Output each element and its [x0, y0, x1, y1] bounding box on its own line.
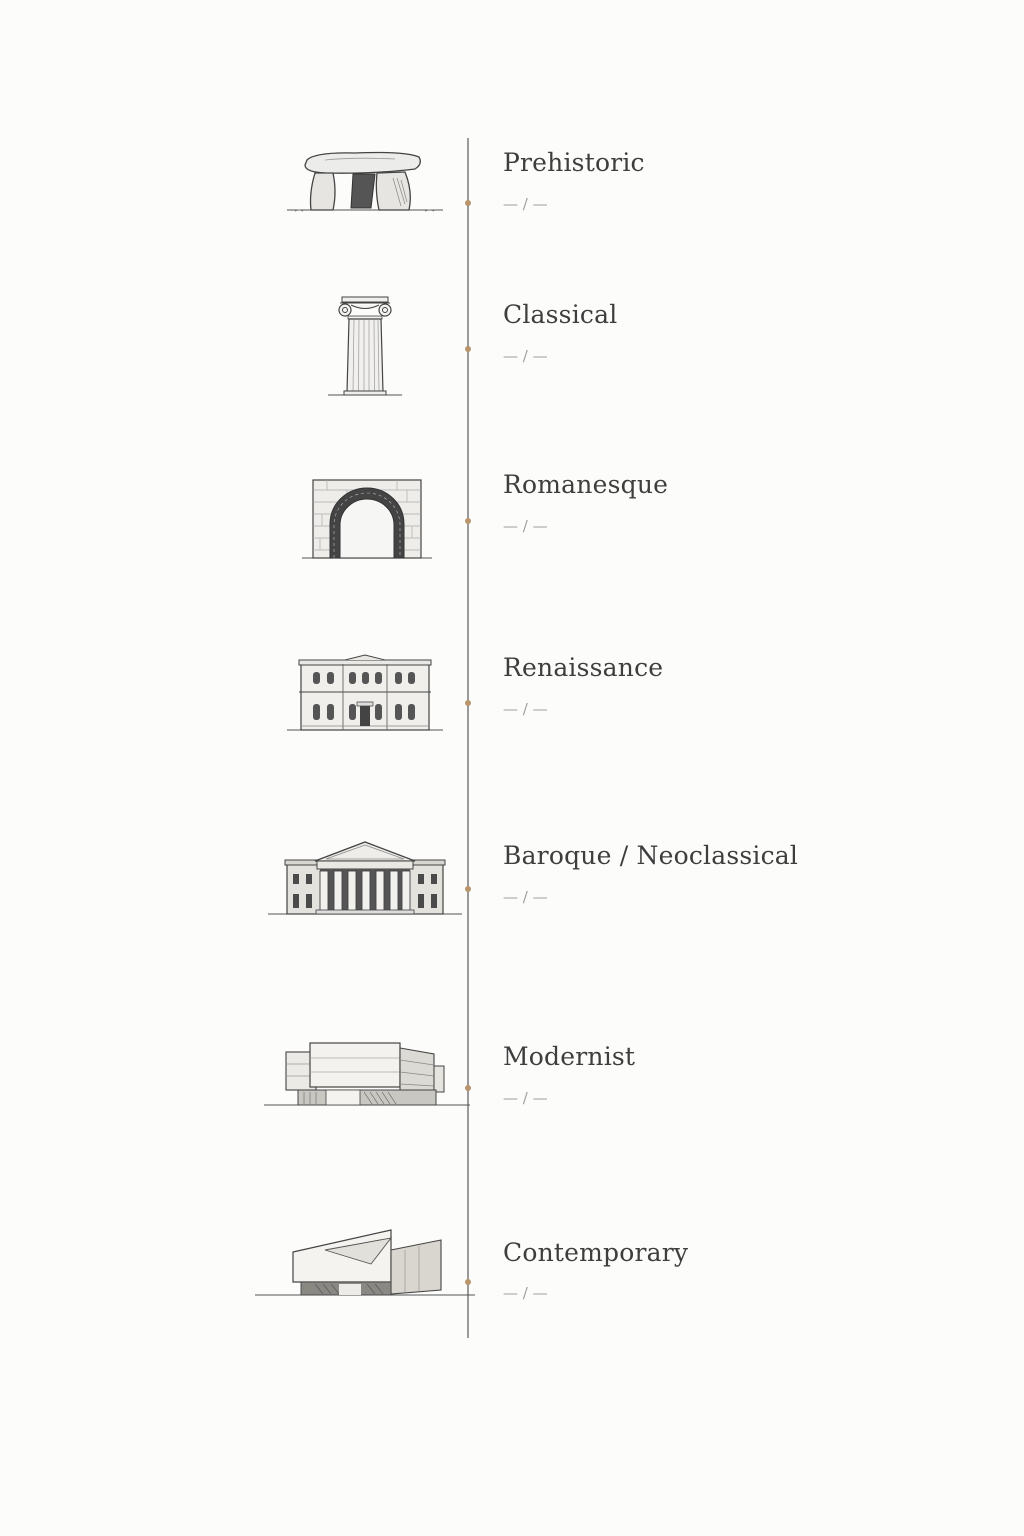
era-label: Classical	[503, 300, 618, 329]
era-dates: — / —	[503, 888, 548, 906]
round-arch-icon	[302, 478, 432, 560]
timeline-dot	[465, 1279, 471, 1285]
timeline-dot	[465, 346, 471, 352]
era-dates: — / —	[503, 347, 548, 365]
era-label: Prehistoric	[503, 148, 645, 177]
era-label: Romanesque	[503, 470, 669, 499]
era-label: Contemporary	[503, 1238, 689, 1267]
era-label: Renaissance	[503, 653, 664, 682]
era-dates: — / —	[503, 700, 548, 718]
dolmen-icon	[285, 148, 445, 214]
timeline-dot	[465, 886, 471, 892]
timeline-dot	[465, 700, 471, 706]
era-dates: — / —	[503, 517, 548, 535]
timeline-axis	[467, 138, 469, 1338]
era-label: Baroque / Neoclassical	[503, 841, 799, 870]
era-dates: — / —	[503, 195, 548, 213]
palazzo-facade-icon	[287, 654, 443, 732]
timeline-dot	[465, 518, 471, 524]
modernist-building-icon	[264, 1040, 470, 1108]
era-label: Modernist	[503, 1042, 636, 1071]
era-dates: — / —	[503, 1089, 548, 1107]
contemporary-building-icon	[255, 1228, 475, 1298]
portico-building-icon	[268, 840, 462, 916]
ionic-column-icon	[328, 296, 402, 398]
timeline-dot	[465, 200, 471, 206]
timeline-dot	[465, 1085, 471, 1091]
era-dates: — / —	[503, 1284, 548, 1302]
